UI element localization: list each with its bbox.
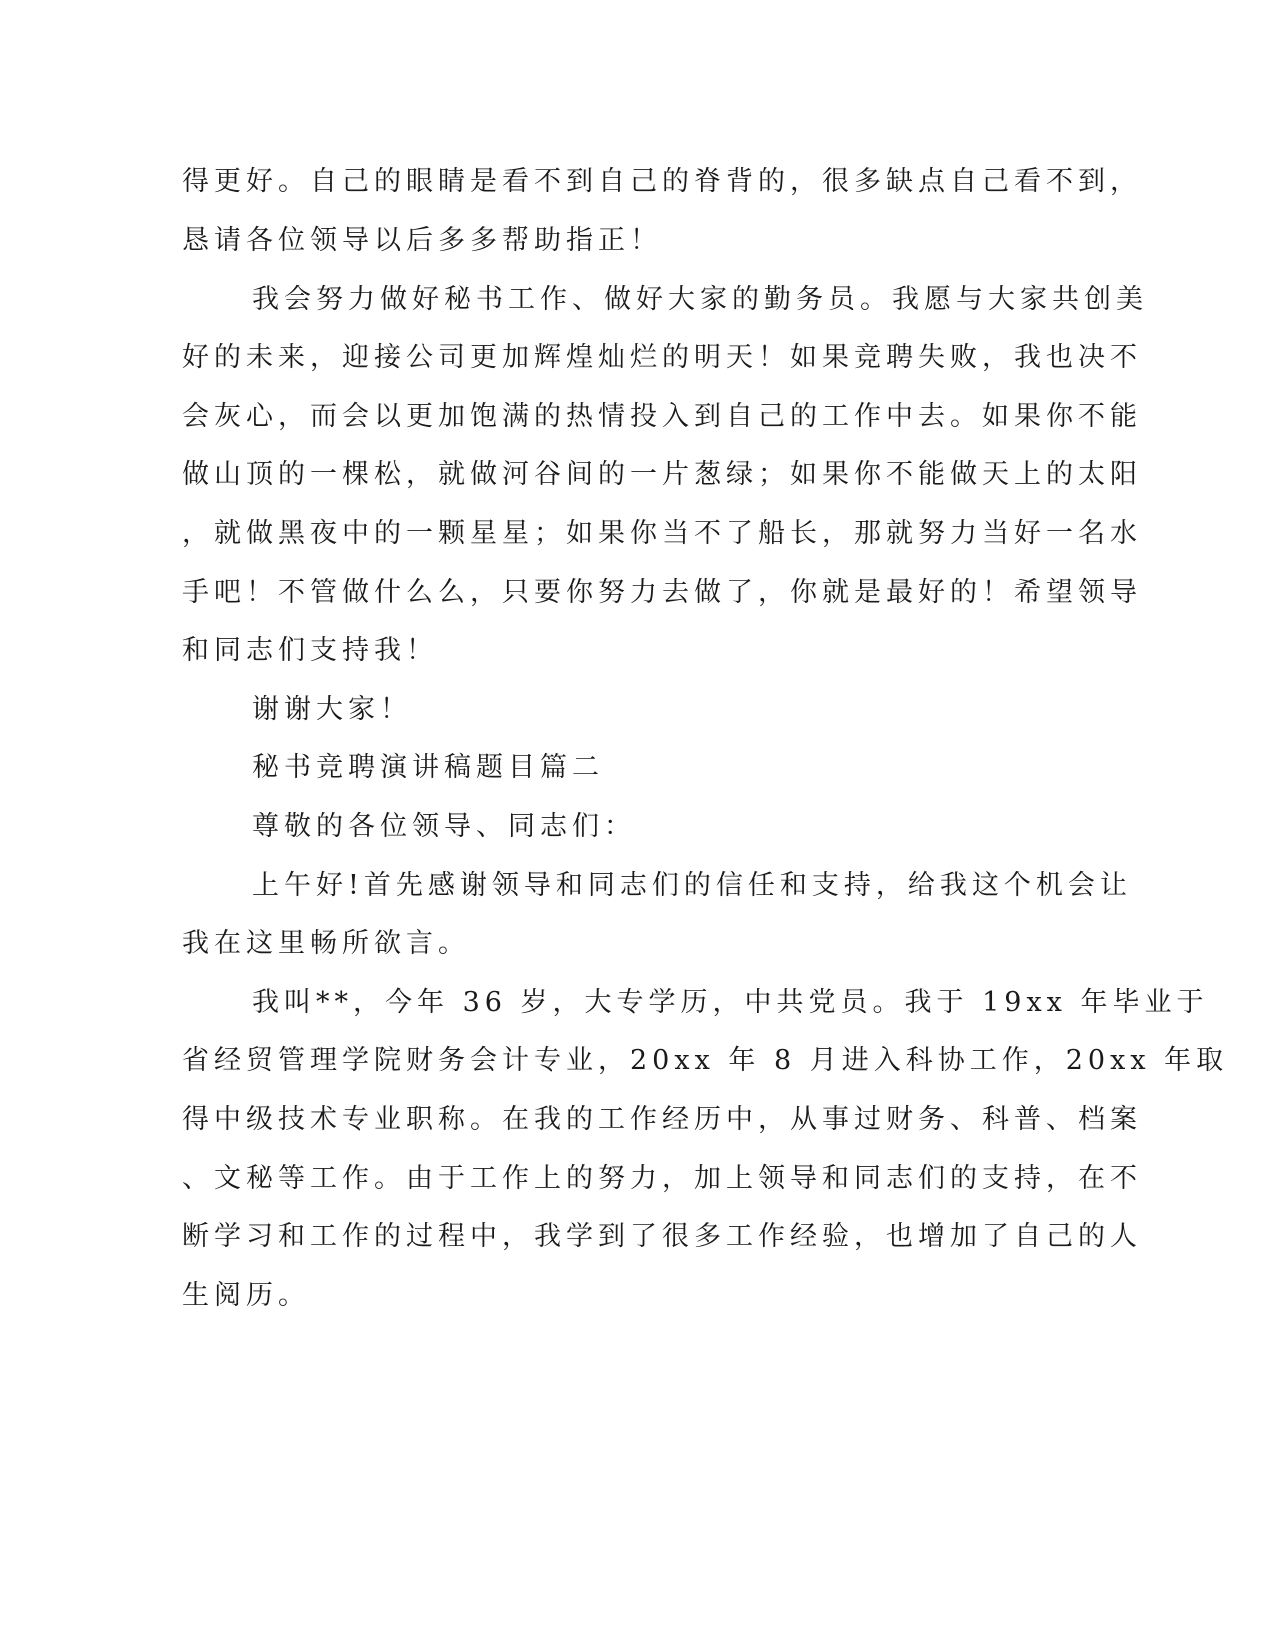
- salutation: 尊敬的各位领导、同志们：: [252, 811, 636, 842]
- section-heading: 秘书竞聘演讲稿题目篇二: [252, 752, 604, 783]
- text-line: 生阅历。: [182, 1280, 310, 1311]
- text-line: 恳请各位领导以后多多帮助指正！: [182, 225, 662, 256]
- text-line: 好的未来，迎接公司更加辉煌灿烂的明天！如果竞聘失败，我也决不: [182, 342, 1142, 373]
- text-line: 谢谢大家！: [252, 694, 412, 725]
- text-line: 得中级技术专业职称。在我的工作经历中，从事过财务、科普、档案: [182, 1104, 1142, 1135]
- text-line: 省经贸管理学院财务会计专业，20xx 年 8 月进入科协工作，20xx 年取: [182, 1045, 1229, 1076]
- text-line: 、文秘等工作。由于工作上的努力，加上领导和同志们的支持，在不: [182, 1163, 1142, 1194]
- text-line: 上午好!首先感谢领导和同志们的信任和支持，给我这个机会让: [252, 870, 1132, 901]
- text-line: 和同志们支持我！: [182, 635, 438, 666]
- text-line: 做山顶的一棵松，就做河谷间的一片葱绿；如果你不能做天上的太阳: [182, 459, 1142, 490]
- text-line: ，就做黑夜中的一颗星星；如果你当不了船长，那就努力当好一名水: [182, 518, 1142, 549]
- text-line: 我会努力做好秘书工作、做好大家的勤务员。我愿与大家共创美: [252, 284, 1148, 315]
- text-line: 手吧！不管做什么么，只要你努力去做了，你就是最好的！希望领导: [182, 577, 1142, 608]
- text-line: 我叫**，今年 36 岁，大专学历，中共党员。我于 19xx 年毕业于: [252, 987, 1209, 1018]
- text-line: 得更好。自己的眼睛是看不到自己的脊背的，很多缺点自己看不到，: [182, 166, 1142, 197]
- text-line: 会灰心，而会以更加饱满的热情投入到自己的工作中去。如果你不能: [182, 401, 1142, 432]
- text-line: 断学习和工作的过程中，我学到了很多工作经验，也增加了自己的人: [182, 1221, 1142, 1252]
- text-line: 我在这里畅所欲言。: [182, 928, 470, 959]
